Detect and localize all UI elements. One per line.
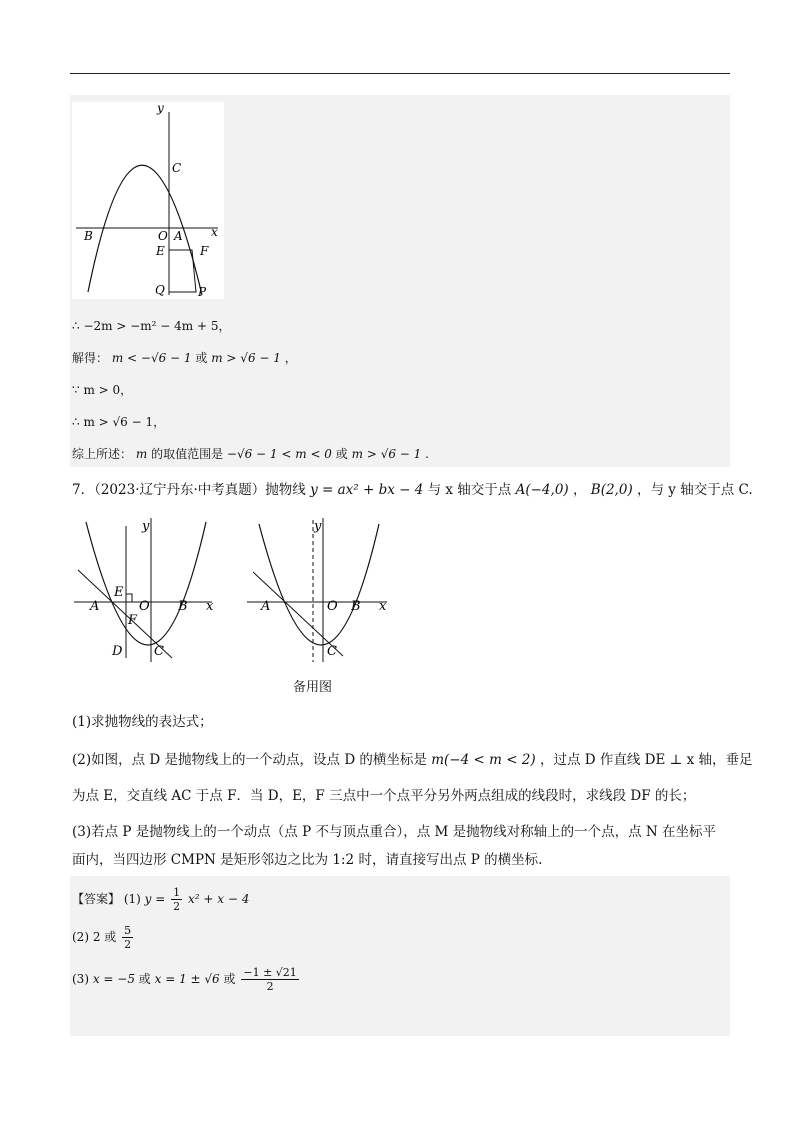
or-word: 或	[104, 930, 117, 944]
denominator: 2	[173, 900, 181, 913]
final-range-b: m > √6 − 1	[351, 447, 422, 461]
solution-line-2	[72, 350, 297, 366]
label-y: y	[314, 519, 322, 534]
label-e: E	[114, 585, 124, 600]
label-y: y	[157, 102, 164, 115]
point-b: B(2,0)	[590, 482, 633, 498]
fraction-half	[171, 886, 182, 913]
question-1: (1)求抛物线的表达式；	[72, 714, 213, 730]
or-word: 或	[223, 972, 236, 986]
denominator: 2	[266, 980, 274, 993]
label-e: E	[156, 244, 165, 258]
answer-number: (2)	[72, 930, 89, 944]
problem-7-intro	[72, 480, 753, 500]
or-word: 或	[335, 447, 348, 461]
parabola-curve	[259, 524, 379, 645]
question-3-line-1: (3)若点 P 是抛物线上的一个动点（点 P 不与顶点重合），点 M 是抛物线对称轴上的一个点，点 N 在坐标平	[72, 824, 717, 840]
label-b: B	[178, 599, 188, 614]
range-b: m > √6 − 1	[211, 351, 281, 365]
parabola-equation: y = ax² + bx − 4	[310, 482, 424, 498]
solution-line-3: ∵ m > 0，	[72, 383, 133, 397]
label-x: x	[379, 599, 387, 614]
answer-lhs: y =	[144, 892, 166, 906]
or-word: 或	[138, 972, 151, 986]
label-p: P	[198, 285, 207, 299]
answer-expression: x² + x − 4	[187, 892, 250, 906]
fraction-root21	[241, 966, 298, 993]
point-a: A(−4,0)	[515, 482, 569, 498]
label-o: O	[158, 229, 168, 243]
right-angle-mark	[126, 594, 132, 602]
question-text: (2)如图，点 D 是抛物线上的一个动点，设点 D 的横坐标是	[72, 752, 427, 768]
answer-3	[72, 966, 301, 993]
solution-label: 解得：	[72, 351, 109, 365]
summary-label: 综上所述：	[72, 447, 133, 461]
summary-text: 的取值范围是	[151, 447, 224, 461]
answer-1	[72, 886, 249, 913]
answer-label: 【答案】	[72, 892, 121, 906]
label-y: y	[142, 519, 150, 534]
label-f: F	[128, 613, 138, 628]
figure-caption: 备用图	[293, 680, 333, 695]
label-x: x	[211, 225, 218, 239]
final-range-a: −√6 − 1 < m < 0	[226, 447, 332, 461]
label-o: O	[139, 599, 150, 614]
punct: ，	[572, 482, 587, 498]
question-text: ，过点 D 作直线 DE ⊥ x 轴，垂足	[539, 752, 753, 768]
label-a: A	[174, 229, 183, 243]
problem-text: 与 x 轴交于点	[427, 482, 512, 498]
answer-2	[72, 924, 135, 951]
parabola-curve	[88, 165, 202, 295]
or-word: 或	[195, 351, 208, 365]
label-b: B	[84, 229, 93, 243]
label-o: O	[327, 599, 338, 614]
punct: .	[425, 447, 429, 461]
answer-value: x = −5	[92, 972, 135, 986]
label-c: C	[172, 161, 182, 175]
m-range: m(−4 < m < 2)	[431, 752, 536, 768]
label-d: D	[112, 644, 123, 659]
label-c: C	[327, 644, 337, 659]
problem-text: ，与 y 轴交于点 C.	[637, 482, 753, 498]
answer-value: x = 1 ± √6	[154, 972, 220, 986]
numerator: −1 ± √21	[243, 966, 297, 979]
answer-number: (1)	[123, 892, 141, 906]
label-a: A	[90, 599, 100, 614]
parabola-curve	[86, 522, 206, 645]
header-rule	[70, 73, 730, 74]
punct: ，	[284, 351, 297, 365]
question-2-line-2: 为点 E，交直线 AC 于点 F．当 D，E，F 三点中一个点平分另外两点组成的线段时，求线段 DF 的长；	[72, 788, 696, 804]
answer-number: (3)	[72, 972, 89, 986]
answer-value: 2	[92, 930, 101, 944]
label-a: A	[261, 599, 271, 614]
solution-line-1: ∴ −2m > −m² − 4m + 5，	[72, 319, 231, 333]
label-f: F	[200, 244, 209, 258]
numerator: 5	[124, 924, 132, 937]
label-q: Q	[155, 283, 165, 297]
numerator: 1	[173, 886, 181, 899]
question-2-line-1	[72, 750, 753, 770]
problem-figure-main	[72, 512, 222, 672]
fraction-five-half	[122, 924, 133, 951]
solution-figure	[72, 102, 224, 299]
solution-line-5	[72, 446, 429, 462]
problem-source: 7．（2023·辽宁丹东·中考真题）抛物线	[72, 482, 306, 498]
problem-figure-spare	[245, 512, 395, 672]
label-b: B	[351, 599, 361, 614]
solution-line-4: ∴ m > √6 − 1，	[72, 415, 166, 429]
label-x: x	[206, 599, 214, 614]
question-3-line-2: 面内，当四边形 CMPN 是矩形邻边之比为 1:2 时，请直接写出点 P 的横坐标.	[72, 852, 543, 868]
label-c: C	[154, 644, 164, 659]
range-a: m < −√6 − 1	[111, 351, 192, 365]
denominator: 2	[124, 938, 132, 951]
var-m: m	[135, 447, 148, 461]
